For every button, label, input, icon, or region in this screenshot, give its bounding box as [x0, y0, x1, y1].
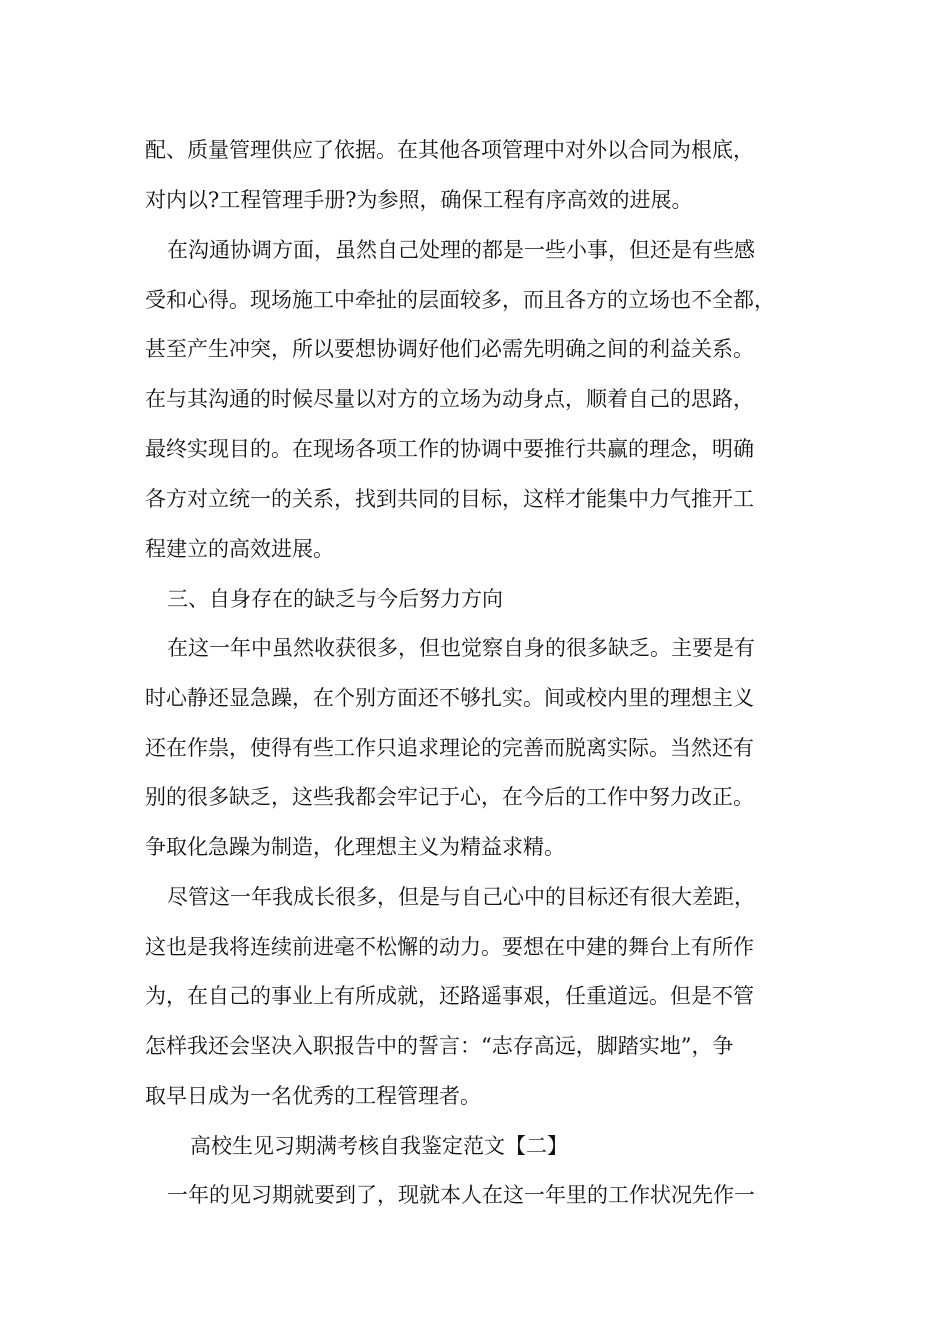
text-line-20: 取早日成为一名优秀的工程管理者。: [145, 1084, 481, 1108]
text-line-17: 这也是我将连续前进毫不松懈的动力。要想在中建的舞台上有所作: [145, 935, 754, 959]
text-line-13: 还在作祟，使得有些工作只追求理论的完善而脱离实际。当然还有: [145, 736, 754, 760]
text-line-6: 在与其沟通的时候尽量以对方的立场为动身点，顺着自己的思路，: [145, 387, 754, 411]
text-line-1: 配、质量管理供应了依据。在其他各项管理中对外以合同为根底，: [145, 138, 754, 162]
paragraph-start-communication: 在沟通协调方面，虽然自己处理的都是一些小事，但还是有些感: [167, 238, 755, 262]
article-title-two: 高校生见习期满考核自我鉴定范文【二】: [190, 1134, 568, 1158]
text-line-18: 为，在自己的事业上有所成就，还路遥事艰，任重道远。但是不管: [145, 984, 754, 1008]
text-line-5: 甚至产生冲突，所以要想协调好他们必需先明确之间的利益关系。: [145, 337, 754, 361]
text-line-8: 各方对立统一的关系，找到共同的目标，这样才能集中力气推开工: [145, 487, 754, 511]
text-line-12: 时心静还显急躁，在个别方面还不够扎实。间或校内里的理想主义: [145, 686, 754, 710]
paragraph-start-growth: 尽管这一年我成长很多，但是与自己心中的目标还有很大差距，: [167, 885, 755, 909]
paragraph-start-shortcomings: 在这一年中虽然收获很多，但也觉察自身的很多缺乏。主要是有: [167, 636, 755, 660]
text-line-7: 最终实现目的。在现场各项工作的协调中要推行共赢的理念，明确: [145, 437, 754, 461]
text-line-19: 怎样我还会坚决入职报告中的誓言：“志存高远，脚踏实地”，争: [145, 1034, 734, 1058]
text-line-4: 受和心得。现场施工中牵扯的层面较多，而且各方的立场也不全都，: [145, 288, 775, 312]
text-line-9: 程建立的高效进展。: [145, 537, 334, 561]
text-line-15: 争取化急躁为制造，化理想主义为精益求精。: [145, 835, 565, 859]
paragraph-start-article-two: 一年的见习期就要到了，现就本人在这一年里的工作状况先作一: [167, 1183, 755, 1207]
section-heading-three: 三、自身存在的缺乏与今后努力方向: [167, 587, 503, 611]
text-line-14: 别的很多缺乏，这些我都会牢记于心，在今后的工作中努力改正。: [145, 785, 754, 809]
text-line-2: 对内以?工程管理手册?为参照，确保工程有序高效的进展。: [145, 188, 693, 212]
